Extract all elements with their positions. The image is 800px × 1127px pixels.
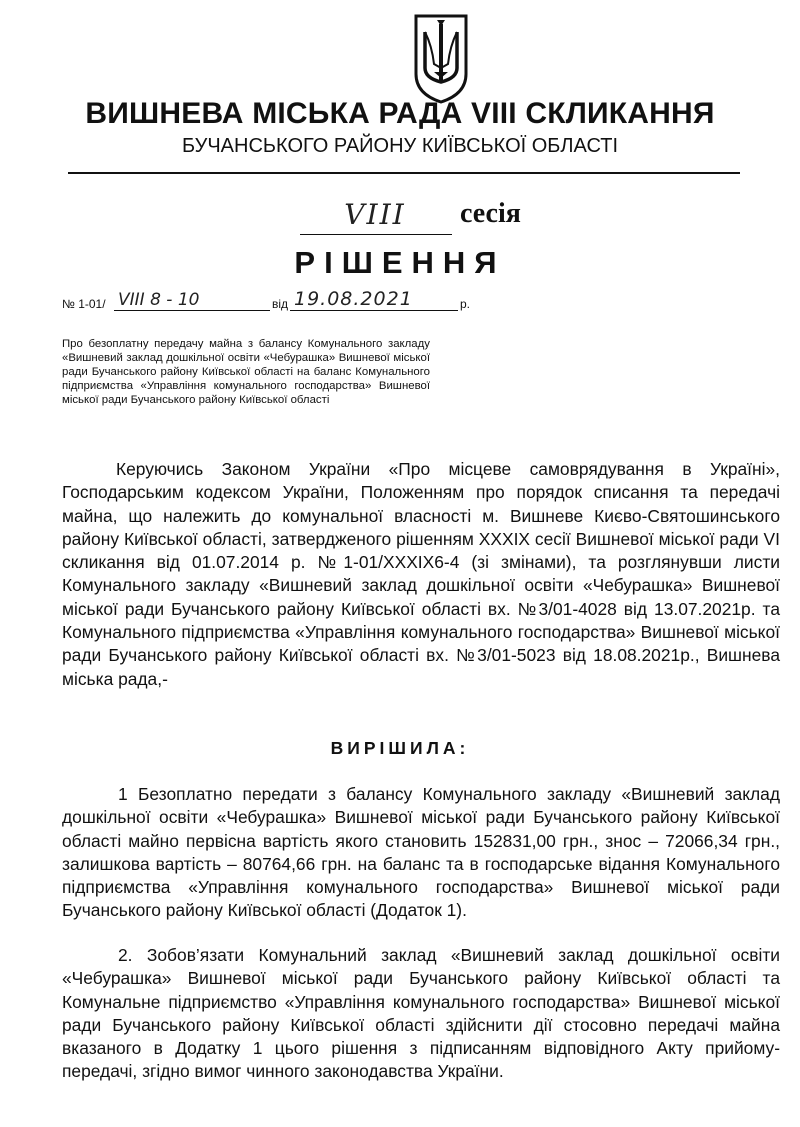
council-subtitle: БУЧАНСЬКОГО РАЙОНУ КИЇВСЬКОЇ ОБЛАСТІ — [181, 135, 618, 157]
session-number-underline — [300, 234, 452, 235]
decision-number-underline — [114, 310, 270, 311]
decision-number-prefix: № 1-01/ — [62, 297, 106, 311]
session-label: сесія — [460, 198, 521, 229]
session-line — [300, 198, 600, 238]
decision-date-handwritten: 19.08.2021 — [294, 288, 413, 310]
decision-date-underline — [290, 310, 458, 311]
decision-registration-line — [62, 288, 471, 316]
header-divider — [68, 172, 740, 174]
resolved-heading: ВИРІШИЛА: — [330, 738, 470, 758]
decision-subject: Про безоплатну передачу майна з балансу Комунального закладу «Вишневий заклад дошкільної освіти «Чебурашка» Вишневої міської ради Бучанського району Київської області на баланс Комунального підприємства «Управління комунального господарства» Вишневої міської ради Бучанського району Київської області — [62, 338, 430, 406]
decision-number-handwritten: VIII 8 - 10 — [118, 290, 200, 310]
session-number-handwritten: VIII — [344, 198, 406, 231]
decision-from-label: від — [272, 297, 289, 311]
decision-title: РІШЕННЯ — [294, 245, 506, 280]
preamble-paragraph: Керуючись Законом України «Про місцеве самоврядування в Україні», Господарським кодексом України, Положенням про порядок списання та передачі майна, що належить до комунальної власності м. Вишневе Києво-Святошинського району Київської області, затвердженого рішенням XXXIX сесії Вишневої міської ради VI скликання від 01.07.2014 р. №1-01/XXXIX6-4 (зі змінами), та розглянувши листи Комунального закладу «Вишневий заклад дошкільної освіти «Чебурашка» Вишневої міської ради Бучанського району Київської області вх. №3/01-4028 від 13.07.2021р. та Комунального підприємства «Управління комунального господарства» Вишневої міської ради Бучанського району Київської області вх. №3/01-5023 від 18.08.2021р., Вишнева міська рада,- — [62, 459, 780, 689]
decision-year-suffix: р. — [460, 297, 471, 311]
council-title: ВИШНЕВА МІСЬКА РАДА VIII СКЛИКАННЯ — [85, 97, 715, 130]
trident-coat-of-arms-icon — [412, 12, 470, 104]
resolution-point-1: 1 Безоплатно передати з балансу Комунального закладу «Вишневий заклад дошкільної освіти «Чебурашка» Вишневої міської ради Бучанського району Київської області майно первісна вартість якого становить 152831,00 грн., знос – 72066,34 грн., залишкова вартість – 80764,66 грн. на баланс та в господарське відання Комунального підприємства «Управління комунального господарства» Вишневої міської ради Бучанського району Київської області (Додаток 1). — [62, 784, 780, 921]
resolution-point-2: 2. Зобов’язати Комунальний заклад «Вишневий заклад дошкільної освіти «Чебурашка» Вишневої міської ради Бучанського району Київської області та Комунальне підприємство «Управління комунального господарства» Вишневої міської ради Бучанського району Київської області здійснити дії стосовно передачі майна вказаного в Додатку 1 цього рішення з підписанням відповідного Акту прийому-передачі, згідно вимог чинного законодавства України. — [62, 945, 780, 1082]
